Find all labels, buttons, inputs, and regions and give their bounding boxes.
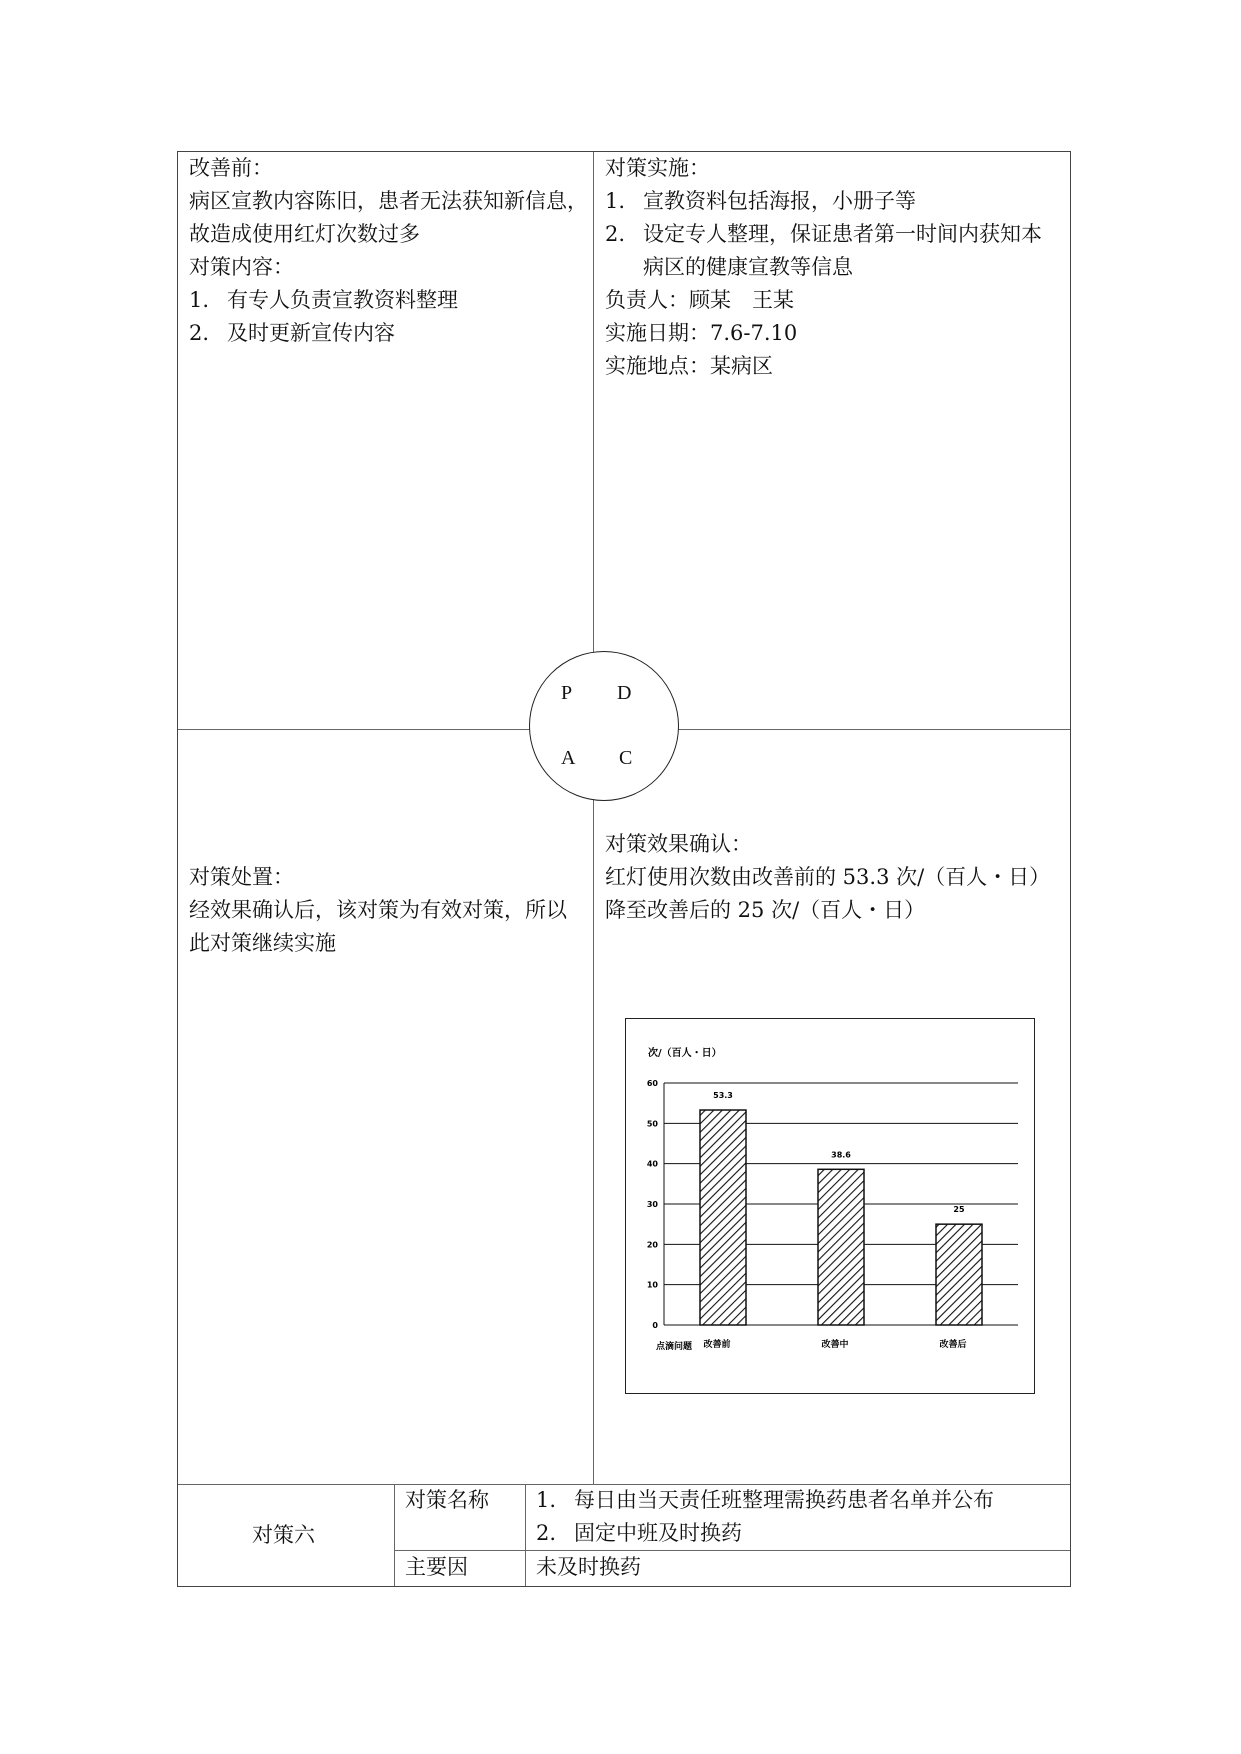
chart-bar: [936, 1224, 982, 1325]
plan-heading: 改善前：: [189, 156, 273, 180]
center-divider: [593, 152, 594, 1484]
chart-value-label: 53.3: [713, 1091, 733, 1101]
bottom-col-divider-1: [394, 1484, 395, 1586]
chart-bar: [818, 1169, 864, 1325]
chart-value-label: 38.6: [831, 1150, 851, 1160]
chart-y-tick-label: 10: [646, 1280, 658, 1290]
act-line-2: 此对策继续实施: [189, 931, 336, 955]
main-cause-label: 主要因: [405, 1555, 468, 1579]
check-heading: 对策效果确认：: [605, 832, 752, 856]
main-cause-value: 未及时换药: [536, 1555, 641, 1579]
act-line-1: 经效果确认后，该对策为有效对策，所以: [189, 898, 567, 922]
chart-category-label: 改善前: [703, 1340, 731, 1350]
measure-item: 1. 有专人负责宣教资料整理: [189, 288, 458, 312]
chart-xlabel: 点滴问题: [656, 1342, 693, 1352]
chart-y-tick-label: 20: [646, 1240, 658, 1250]
pdca-letter-p: P: [561, 682, 573, 704]
chart-bar: [700, 1110, 746, 1325]
do-date: 实施日期：7.6-7.10: [605, 321, 798, 345]
chart-value-label: 25: [953, 1205, 965, 1215]
pdca-letter-c: C: [619, 747, 633, 769]
do-heading: 对策实施：: [605, 156, 710, 180]
measures-heading: 对策内容：: [189, 255, 294, 279]
plan-line-2: 故造成使用红灯次数过多: [189, 222, 420, 246]
pdca-circle: [529, 651, 679, 801]
plan-line-1: 病区宣教内容陈旧，患者无法获知新信息，: [189, 189, 588, 213]
act-quadrant: [189, 861, 567, 960]
check-quadrant: [605, 828, 1050, 927]
measure-name-label: 对策名称: [405, 1488, 489, 1512]
do-item: 2. 设定专人整理，保证患者第一时间内获知本: [605, 222, 1042, 246]
measure-name-item: 1. 每日由当天责任班整理需换药患者名单并公布: [536, 1488, 994, 1512]
measure-name-item: 2. 固定中班及时换药: [536, 1521, 742, 1545]
do-owner: 负责人：顾某 王某: [605, 288, 794, 312]
plan-quadrant: [189, 152, 588, 350]
chart-y-tick-label: 30: [646, 1200, 658, 1209]
do-place: 实施地点：某病区: [605, 354, 773, 378]
chart-bars: [700, 1110, 982, 1325]
measure-names: [536, 1484, 994, 1550]
chart-labels: [647, 1079, 967, 1350]
chart-category-label: 改善后: [939, 1340, 967, 1350]
act-heading: 对策处置：: [189, 865, 294, 889]
measure-label: 对策六: [252, 1523, 315, 1547]
do-item-continuation: 病区的健康宣教等信息: [643, 255, 853, 279]
do-item: 1. 宣教资料包括海报，小册子等: [605, 189, 916, 213]
chart-y-tick-label: 50: [646, 1119, 658, 1129]
chart-y-tick-label: 0: [652, 1321, 658, 1330]
chart-y-tick-label: 40: [646, 1159, 658, 1169]
check-line-2: 降至改善后的 25 次/（百人・日）: [605, 898, 926, 922]
do-quadrant: [605, 152, 1042, 383]
pdca-letter-a: A: [561, 747, 576, 769]
chart-canvas: [626, 1019, 1033, 1392]
chart-ylabel: 次/（百人・日）: [648, 1048, 722, 1059]
check-line-1: 红灯使用次数由改善前的 53.3 次/（百人・日）: [605, 865, 1051, 889]
bottom-row-divider: [394, 1550, 1070, 1551]
measure-item: 2. 及时更新宣传内容: [189, 321, 395, 345]
chart-category-label: 改善中: [821, 1340, 849, 1350]
pdca-letter-d: D: [617, 682, 632, 704]
chart-y-tick-label: 60: [646, 1079, 658, 1088]
bottom-col-divider-2: [525, 1484, 526, 1586]
effect-bar-chart: [625, 1018, 1035, 1394]
